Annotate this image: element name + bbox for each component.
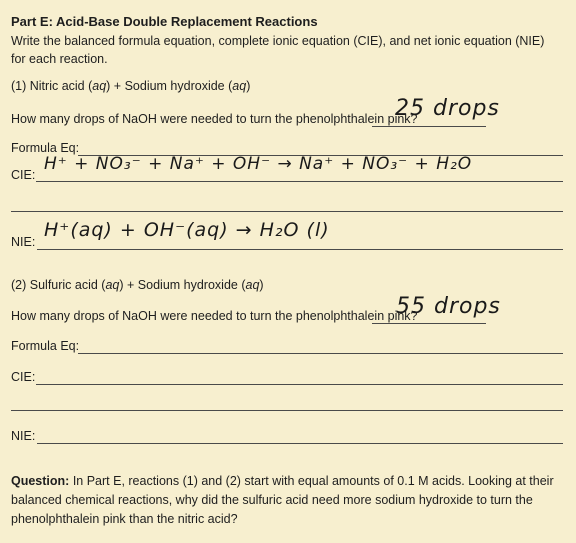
reaction1-cie-line[interactable] (36, 181, 563, 182)
reaction1-heading (11, 79, 250, 93)
reaction1-drops-answer: 25 drops (395, 96, 500, 121)
section-title: Part E: Acid-Base Double Replacement Reactions (11, 14, 318, 29)
reaction2-heading-mid: ) + Sodium hydroxide ( (119, 278, 246, 292)
reaction2-nie-label: NIE: (11, 429, 36, 443)
reaction1-nie-label: NIE: (11, 235, 36, 249)
reaction1-formula-label: Formula Eq: (11, 141, 80, 155)
reaction2-cie-label: CIE: (11, 370, 36, 384)
reaction2-drops-question: How many drops of NaOH were needed to turn the phenolphthalein pink? (11, 309, 418, 323)
reaction2-drops-line[interactable] (372, 323, 486, 324)
reaction1-heading-pre: (1) Nitric acid ( (11, 79, 93, 93)
reaction2-aq-1: aq (105, 278, 120, 292)
reaction2-cie-line[interactable] (36, 384, 563, 385)
reaction2-formula-label: Formula Eq: (11, 339, 80, 353)
reaction1-cie-label: CIE: (11, 168, 36, 182)
reaction1-heading-mid: ) + Sodium hydroxide ( (106, 79, 233, 93)
reaction2-heading (11, 278, 264, 292)
question-block (11, 472, 563, 529)
reaction1-heading-post: ) (246, 79, 251, 93)
reaction1-aq-1: aq (92, 79, 107, 93)
reaction2-aq-2: aq (245, 278, 260, 292)
reaction1-nie-answer: H⁺(aq) + OH⁻(aq) → H₂O (l) (44, 219, 330, 241)
reaction1-drops-question: How many drops of NaOH were needed to turn the phenolphthalein pink? (11, 112, 418, 126)
reaction2-cie-line-2[interactable] (11, 410, 563, 411)
question-label: Question: (11, 474, 70, 488)
reaction1-cie-line-2[interactable] (11, 211, 563, 212)
reaction2-drops-answer: 55 drops (396, 294, 501, 319)
reaction2-formula-line[interactable] (78, 353, 563, 354)
reaction1-cie-answer: H⁺ + NO₃⁻ + Na⁺ + OH⁻ → Na⁺ + NO₃⁻ + H₂O (44, 154, 473, 174)
reaction1-nie-line[interactable] (37, 249, 563, 250)
instructions: Write the balanced formula equation, complete ionic equation (CIE), and net ionic equation (NIE) for each reaction. (11, 34, 545, 66)
question-text: In Part E, reactions (1) and (2) start with equal amounts of 0.1 M acids. Looking at their balanced chemical reactions, why did the sulfuric acid need more sodium hydroxide to turn the phenolphthalein pink than the nitric acid? (11, 474, 554, 526)
reaction2-heading-post: ) (259, 278, 264, 292)
reaction1-drops-line[interactable] (372, 126, 486, 127)
reaction1-aq-2: aq (232, 79, 247, 93)
reaction2-heading-pre: (2) Sulfuric acid ( (11, 278, 106, 292)
reaction2-nie-line[interactable] (37, 443, 563, 444)
